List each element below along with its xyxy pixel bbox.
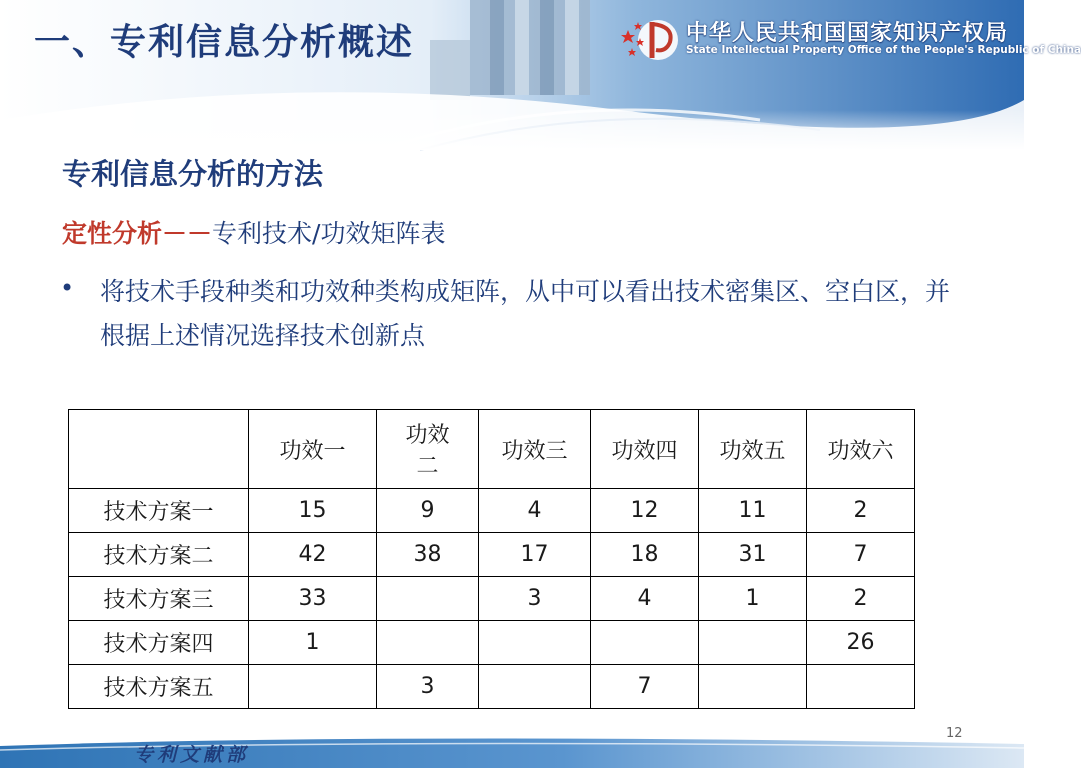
table-cell [699,621,807,665]
column-header: 功效三 [479,410,591,489]
table-cell [479,621,591,665]
header-banner [0,0,1081,150]
row-header: 技术方案一 [69,489,249,533]
row-header: 技术方案三 [69,577,249,621]
table-cell: 15 [249,489,377,533]
subtitle [62,214,445,250]
bullet-dot: • [60,274,75,302]
table-cell: 2 [807,489,915,533]
table-cell: 1 [249,621,377,665]
table-cell [807,665,915,709]
slide-title: 一、专利信息分析概述 [34,22,415,63]
row-header: 技术方案四 [69,621,249,665]
table-cell: 9 [377,489,479,533]
table-cell: 42 [249,533,377,577]
table-row [69,489,915,533]
column-header: 功效一 [249,410,377,489]
footer-department: 专利文献部 [134,744,250,766]
table-cell: 38 [377,533,479,577]
table-row [69,533,915,577]
table-row [69,665,915,709]
org-name-en: State Intellectual Property Office of the People's Republic of China [686,44,1081,56]
table-cell: 4 [591,577,699,621]
table-cell: 26 [807,621,915,665]
table-cell: 12 [591,489,699,533]
table-row [69,577,915,621]
table-cell [377,621,479,665]
table-cell: 11 [699,489,807,533]
table-cell: 17 [479,533,591,577]
row-header: 技术方案二 [69,533,249,577]
table-cell: 33 [249,577,377,621]
column-header: 功效四 [591,410,699,489]
table-header-row [69,410,915,489]
bullet-item [60,270,960,358]
bullet-text: 将技术手段种类和功效种类构成矩阵，从中可以看出技术密集区、空白区，并根据上述情况选择技术创新点 [100,277,951,350]
sipo-logo [618,12,1081,68]
table-cell [591,621,699,665]
table-cell: 2 [807,577,915,621]
table-cell: 7 [807,533,915,577]
table-cell [479,665,591,709]
column-header-corner [69,410,249,489]
subtitle-highlight: 定性分析－－ [62,219,213,248]
section-title: 专利信息分析的方法 [62,157,324,191]
column-header: 功效二 [377,410,479,489]
row-header: 技术方案五 [69,665,249,709]
org-name-cn: 中华人民共和国国家知识产权局 [686,21,1009,46]
table-cell: 3 [377,665,479,709]
sipo-emblem-icon [618,12,682,68]
table-cell: 3 [479,577,591,621]
table-cell: 7 [591,665,699,709]
page-number: 12 [946,726,963,741]
table-cell: 4 [479,489,591,533]
subtitle-text: 专利技术/功效矩阵表 [212,219,446,248]
table-row [69,621,915,665]
table-cell: 31 [699,533,807,577]
table-cell [377,577,479,621]
table-cell [699,665,807,709]
column-header: 功效六 [807,410,915,489]
tech-effect-matrix-table [68,409,915,709]
column-header: 功效五 [699,410,807,489]
table-cell: 1 [699,577,807,621]
table-cell: 18 [591,533,699,577]
table-cell [249,665,377,709]
